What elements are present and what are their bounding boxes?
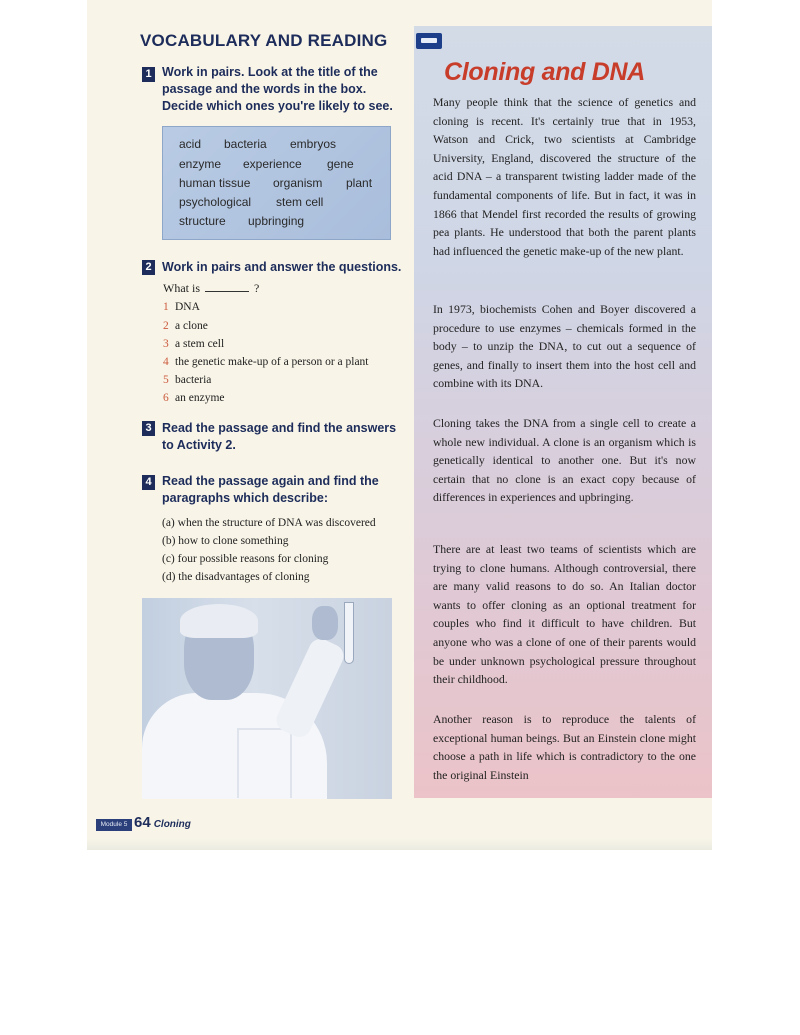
chapter-name: Cloning <box>153 819 191 830</box>
activity-1-instruction <box>162 64 402 115</box>
word-item: structure <box>179 214 226 228</box>
question-item <box>163 374 211 386</box>
page-bottom-shadow <box>87 838 712 850</box>
word-item: upbringing <box>248 214 305 228</box>
activity-3-number: 3 <box>142 421 155 436</box>
page-footer <box>134 814 191 831</box>
paragraph-item: (a) when the structure of DNA was discovered <box>162 517 376 529</box>
activity-1-line: Decide which ones you're likely to see. <box>162 99 393 113</box>
word-item: psychological <box>179 195 252 209</box>
activity-4-number: 4 <box>142 475 155 490</box>
question-number: 1 <box>163 301 169 313</box>
word-item: human tissue <box>179 176 251 190</box>
word-item: experience <box>243 157 302 171</box>
question-text: a clone <box>175 320 208 332</box>
word-item: organism <box>273 176 323 190</box>
module-tag: Module 5 <box>96 819 132 831</box>
activity-4-line: Read the passage again and find the <box>162 474 379 488</box>
paragraph-item: (b) how to clone something <box>162 535 289 547</box>
answer-blank <box>205 291 249 292</box>
word-item: embryos <box>290 137 337 151</box>
scientist-arm <box>273 635 348 741</box>
test-tube <box>344 602 354 664</box>
word-item: bacteria <box>224 137 267 151</box>
prompt-before: What is <box>163 281 200 295</box>
activity-3-line: Read the passage and find the answers <box>162 421 397 435</box>
question-item <box>163 320 208 332</box>
activity-2-number: 2 <box>142 260 155 275</box>
page-number: 64 <box>134 814 151 831</box>
scientist-photo <box>142 598 392 799</box>
article-paragraph: Many people think that the science of genetics and cloning is recent. It's certainly true that in 1953, Watson and Crick, two scientists at Cambridge University, England, discovered the structure of the acid DNA – a transparent twisting ladder made of the fundamental components of life. But in fact, it was in 1866 that Mendel first recorded the results of growing pea plants. He understood that both the parent plants had influenced the genetic make-up of the new plant. <box>433 95 696 258</box>
test-tube-rack <box>237 728 292 798</box>
question-item <box>163 338 224 350</box>
article-paragraph: There are at least two teams of scientists which are trying to clone humans. Although controversial, there are many valid reasons to do so. An Italian doctor wants to offer cloning as an optional treatment for couples who find it difficult to have children. But anyone who was a clone of one of their parents would be under unknown psychological pressure throughout their childhood. <box>433 542 696 687</box>
question-text: a stem cell <box>175 338 225 350</box>
question-item <box>163 392 225 404</box>
question-item <box>163 301 200 313</box>
activity-4-line: paragraphs which describe: <box>162 491 329 505</box>
word-item: enzyme <box>179 157 222 171</box>
activity-2-instruction: Work in pairs and answer the questions. <box>162 260 402 274</box>
activity-1-line: Work in pairs. Look at the title of the <box>162 65 378 79</box>
question-text: bacteria <box>175 374 212 386</box>
activity-1-line: passage and the words in the box. <box>162 82 367 96</box>
scientist-hair <box>180 604 258 638</box>
prompt-after: ? <box>254 281 260 295</box>
activity-4-instruction <box>162 473 379 507</box>
article-paragraph: Cloning takes the DNA from a single cell to create a whole new individual. A clone is an organism which is genetically identical to another one. But it's now certain that no clone is an exact copy because of differences in experiences and upbringing. <box>433 416 696 505</box>
question-number: 5 <box>163 374 169 386</box>
section-title: VOCABULARY AND READING <box>140 31 388 50</box>
article-title: Cloning and DNA <box>444 58 646 86</box>
article-paragraph: Another reason is to reproduce the talents of exceptional human beings. But an Einstein clone might choose a path in life which is contradictory to the one the original Einstein <box>433 712 696 782</box>
paragraph-item: (d) the disadvantages of cloning <box>162 571 310 583</box>
word-item: acid <box>179 137 202 151</box>
question-item <box>163 356 369 368</box>
book-icon <box>416 33 442 49</box>
word-item: gene <box>327 157 354 171</box>
question-text: an enzyme <box>175 392 225 404</box>
activity-3-line: to Activity 2. <box>162 438 236 452</box>
article-paragraph: In 1973, biochemists Cohen and Boyer discovered a procedure to use enzymes – chemicals formed in the body – to unzip the DNA, to cut out a sequence of genes, and finally to insert them into the host cell and combine with its DNA. <box>433 302 696 391</box>
activity-1-number: 1 <box>142 67 155 82</box>
word-item: stem cell <box>276 195 324 209</box>
activity-3-instruction <box>162 420 396 454</box>
question-number: 6 <box>163 392 169 404</box>
question-text: the genetic make-up of a person or a plant <box>175 356 369 368</box>
question-prompt <box>163 281 259 296</box>
question-number: 3 <box>163 338 169 350</box>
word-item: plant <box>346 176 373 190</box>
question-number: 2 <box>163 320 169 332</box>
question-text: DNA <box>175 301 200 313</box>
scientist-hand <box>312 606 338 640</box>
question-number: 4 <box>163 356 169 368</box>
paragraph-item: (c) four possible reasons for cloning <box>162 553 329 565</box>
